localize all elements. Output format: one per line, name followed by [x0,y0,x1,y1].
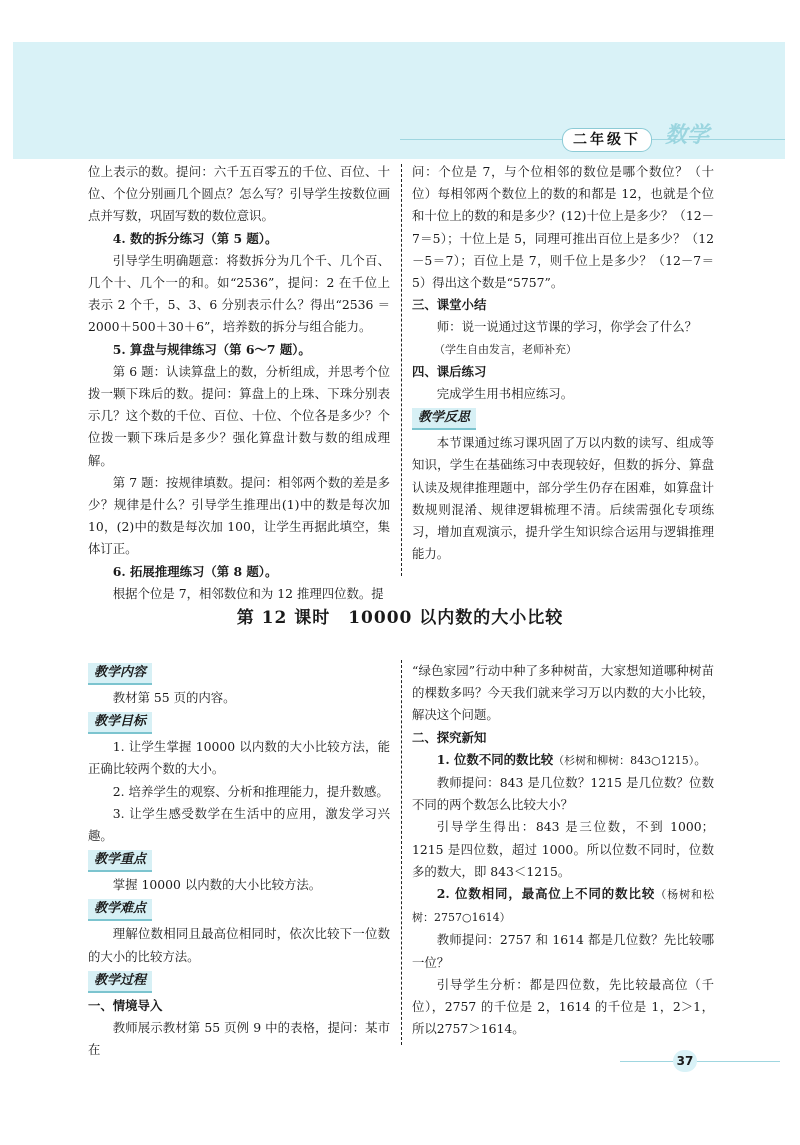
paragraph: 教材第 55 页的内容。 [112,690,236,705]
note: （学生自由发言，老师补充） [434,342,577,356]
bottom-left-column [88,660,390,1061]
section-heading: 一、情境导入 [88,997,163,1013]
top-left-column [88,161,390,605]
item-heading: 2. 位数相同，最高位上不同的数比较 [436,886,656,902]
section-heading: 二、探究新知 [412,729,487,745]
goal-item: 1. 让学生掌握 10000 以内数的大小比较方法，能正确比较两个数的大小。 [88,739,390,777]
paragraph: 问：个位是 7，与个位相邻的数位是哪个数位？（十位）每相邻两个数位上的数的和都是 12，也就是个位和十位上的数的和是多少？(12)十位上是多少？（12－7＝5）；十位上是 5，同理可推出百位上是多少？（12－5＝7）；百位上是 7，则千位上是多少？（12－7＝5）得出这个数是“5757”。 [412,164,714,291]
section-tag: 教学重点 [88,850,152,872]
paragraph: 掌握 10000 以内数的大小比较方法。 [112,877,322,893]
item-heading: 5. 算盘与规律练习（第 6～7 题）。 [112,341,311,357]
paragraph: 引导学生得出：843 是三位数，不到 1000；1215 是四位数，超过 1000。所以位数不同时，位数多的数大，即 843＜1215。 [412,819,714,879]
lesson-title: 第 12 课时 10000 以内数的大小比较 [236,608,564,628]
page-number: 37 [673,1050,697,1072]
section-heading: 三、课堂小结 [412,297,487,313]
paragraph: 教师提问：843 是几位数？1215 是几位数？位数不同的两个数怎么比较大小？ [412,775,714,813]
paragraph: 师：说一说通过这节课的学习，你学会了什么？ [436,319,697,335]
section-tag: 教学内容 [88,663,152,685]
paragraph: 位上表示的数。提问：六千五百零五的千位、百位、十位、个位分别画几个圆点？怎么写？引导学生按数位画点并写数，巩固写数的数位意识。 [88,164,390,224]
paragraph: 第 6 题：认读算盘上的数，分析组成，并思考个位拨一颗下珠后的数。提问：算盘上的上珠、下珠分别表示几？这个数的千位、百位、十位、个位各是多少？个位拨一颗下珠后是多少？强化算盘计数与数的组成理解。 [88,363,390,468]
top-right-column [412,161,714,565]
item-heading: 6. 拓展推理练习（第 8 题）。 [112,563,278,579]
paragraph: 引导学生分析：都是四位数，先比较最高位（千位），2757 的千位是 2，1614 的千位是 1，2＞1，所以2757＞1614。 [412,976,714,1037]
bottom-right-column [412,660,714,1040]
paragraph: 教师提问：2757 和 1614 都是几位数？先比较哪一位？ [412,932,714,970]
subject-decoration: 数学 [665,123,710,148]
paragraph: 教师展示教材第 55 页例 9 中的表格，提问：某市在 [88,1020,390,1058]
paragraph: 根据个位是 7，相邻数位和为 12 推理四位数。提 [112,585,384,601]
paragraph: 理解位数相同且最高位相同时，依次比较下一位数的大小的比较方法。 [88,926,390,964]
goal-item: 3. 让学生感受数学在生活中的应用，激发学习兴趣。 [88,805,390,844]
note: （杉树和柳树：843○1215） [553,753,695,767]
paragraph: 本节课通过练习课巩固了万以内数的读写、组成等知识，学生在基础练习中表现较好，但数的拆分、算盘认读及规律推理题中，部分学生仍存在困难，如算盘计数规则混淆、规律逻辑梳理不清。后续需强化专项练习，增加直观演示，提升学生知识综合运用与逻辑推理能力。 [412,435,714,562]
paragraph: 第 7 题：按规律填数。提问：相邻两个数的差是多少？规律是什么？引导学生推理出(1)中的数是每次加 10，(2)中的数是每次加 100，让学生再据此填空，集体订正。 [88,474,390,557]
section-heading: 四、课后练习 [412,363,487,379]
footer-rule [620,1061,780,1062]
section-tag: 教学过程 [88,971,152,993]
paragraph: “绿色家园”行动中种了多种树苗，大家想知道哪种树苗的棵数多吗？今天我们就来学习万以内数的大小比较，解决这个问题。 [412,663,714,723]
grade-label: 二年级下 [562,128,652,152]
section-tag: 教学目标 [88,712,152,734]
item-heading: 1. 位数不同的数比较 [436,751,554,767]
section-tag: 教学难点 [88,899,152,921]
reflection-tag: 教学反思 [412,408,476,430]
paragraph: 引导学生明确题意：将数拆分为几个千、几个百、几个十、几个一的和。如“2536”，提问：2 在千位上表示 2 个千，5、3、6 分别表示什么？得出“2536 ＝ 2000＋500＋30＋6”，培养数的拆分与组合能力。 [88,252,390,335]
note: （杨树和松树：2757○1614） [412,888,715,925]
column-divider [401,660,402,1045]
punctuation: 。 [694,751,707,767]
goal-item: 2. 培养学生的观察、分析和推理能力，提升数感。 [112,783,389,799]
item-heading: 4. 数的拆分练习（第 5 题）。 [112,230,278,246]
paragraph: 完成学生用书相应练习。 [436,386,574,402]
column-divider [401,164,402,576]
